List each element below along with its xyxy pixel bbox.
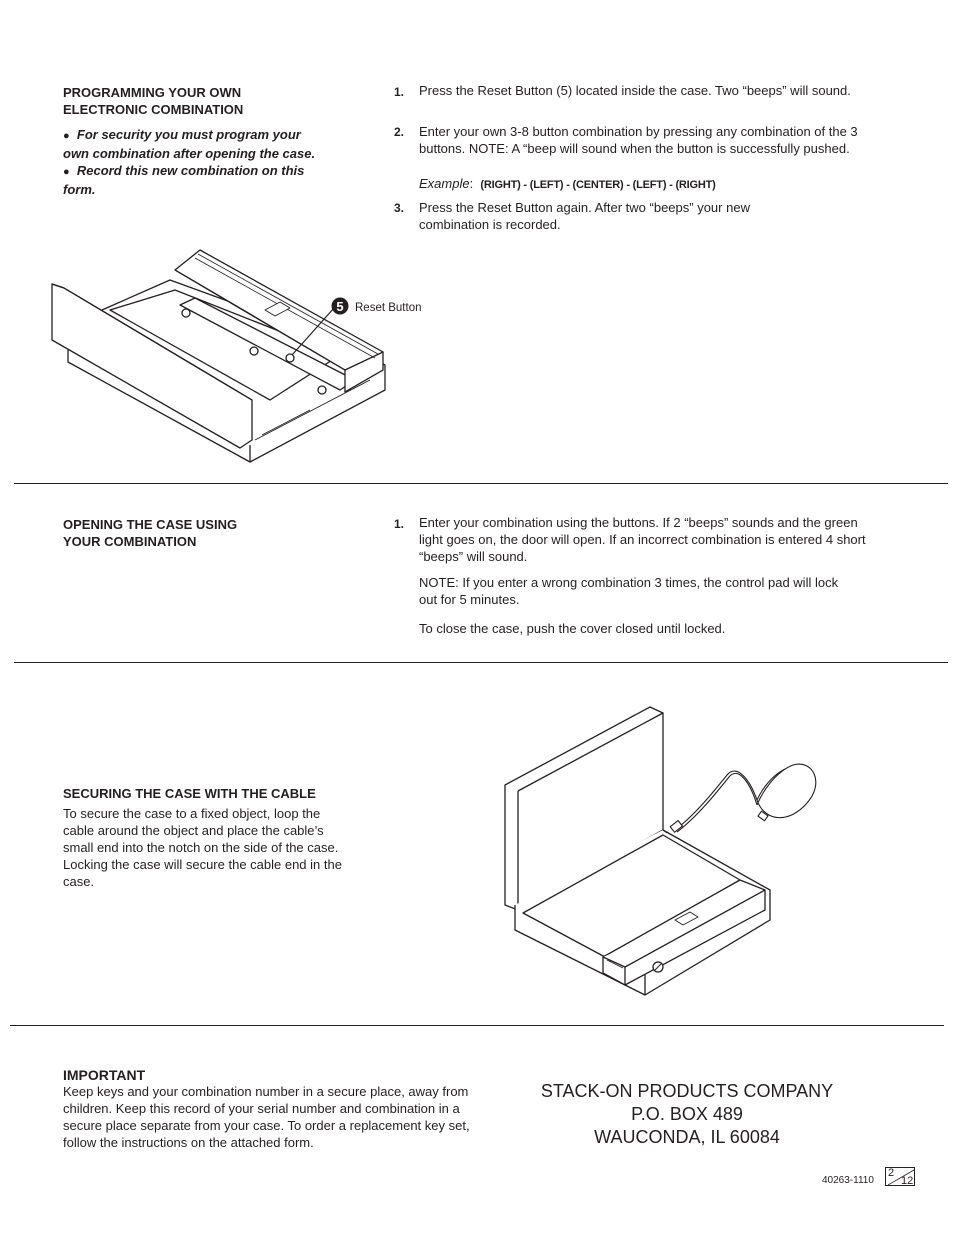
record-bullet: ● Record this new combination on this form. (63, 163, 305, 197)
close-instruction: To close the case, push the cover closed until locked. (419, 621, 726, 636)
callout-number: 5 (336, 299, 344, 314)
securing-heading: SECURING THE CASE WITH THE CABLE (63, 786, 316, 801)
revision-box (885, 1167, 915, 1186)
step-number: 3. (394, 201, 405, 215)
security-bullet: ● For security you must program your own combination after opening the case. (63, 127, 316, 161)
company-address (517, 1080, 857, 1149)
company-po-box: P.O. BOX 489 (631, 1104, 743, 1124)
section-divider (14, 662, 948, 663)
step-number: 1. (394, 85, 405, 99)
section-divider (10, 1025, 944, 1026)
lockout-note: NOTE: If you enter a wrong combination 3 times, the control pad will lock out for 5 minutes. (419, 575, 839, 607)
revision-bottom: 12 (901, 1175, 914, 1187)
case-cable-illustration (495, 695, 835, 1005)
opening-heading: OPENING THE CASE USING YOUR COMBINATION (63, 517, 238, 549)
opening-step-text: Enter your combination using the buttons. If 2 “beeps” sounds and the green light goes on, the door will open. If an incorrect combination is entered 4 short “beeps” will sound. (419, 515, 866, 564)
company-city: WAUCONDA, IL 60084 (594, 1127, 780, 1147)
revision-top: 2 (888, 1167, 895, 1179)
step-text: Press the Reset Button again. After two “beeps” your new combination is recorded. (419, 200, 750, 232)
section-divider (14, 483, 948, 484)
step-number: 1. (394, 517, 405, 531)
step-number: 2. (394, 125, 405, 139)
callout-label: Reset Button (355, 302, 422, 314)
step-text: Enter your own 3-8 button combination by pressing any combination of the 3 buttons. NOTE: A “beep will sound when the button is successfully pushed. (419, 124, 858, 156)
example-sequence: (RIGHT) - (LEFT) - (CENTER) - (LEFT) - (RIGHT) (480, 179, 716, 191)
example-line: Example: (RIGHT) - (LEFT) - (CENTER) - (LEFT) - (RIGHT) (419, 176, 716, 191)
important-text: Keep keys and your combination number in a secure place, away from children. Keep this record of your serial number and combination in a secure place separate from your case. To order a replacement key set, follow the instructions on the attached form. (63, 1084, 470, 1150)
open-case-illustration (40, 240, 460, 470)
securing-text: To secure the case to a fixed object, loop the cable around the object and place the cable’s small end into the notch on the side of the case. Locking the case will secure the cable end in the case. (63, 806, 342, 889)
important-heading: IMPORTANT (63, 1067, 146, 1083)
programming-bullets (63, 126, 323, 198)
part-number: 40263-1110 (822, 1175, 874, 1186)
programming-heading: PROGRAMMING YOUR OWN ELECTRONIC COMBINATION (63, 85, 244, 117)
company-name: STACK-ON PRODUCTS COMPANY (540, 1081, 834, 1101)
step-text: Press the Reset Button (5) located inside the case. Two “beeps” will sound. (419, 83, 851, 98)
